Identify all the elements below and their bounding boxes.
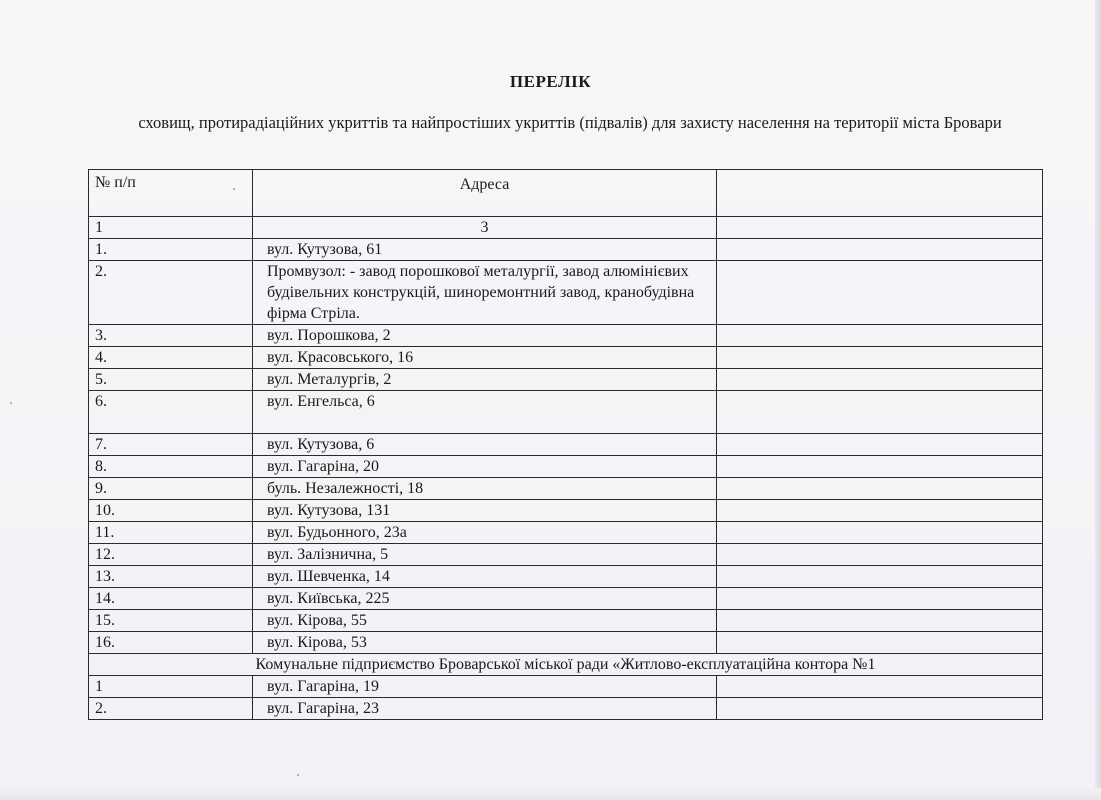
shelter-table xyxy=(88,169,1043,720)
table-row xyxy=(89,369,1043,391)
row-address: Промвузол: - завод порошкової металургії, завод алюмінієвих будівельних конструкцій, шиноремонтний завод, кранобудівна фірма Стріла. xyxy=(253,261,717,325)
row-extra xyxy=(717,261,1043,325)
row-extra xyxy=(717,632,1043,654)
row-address: вул. Кутузова, 61 xyxy=(253,239,717,261)
index-extra-cell xyxy=(717,217,1043,239)
row-extra xyxy=(717,325,1043,347)
table-row xyxy=(89,239,1043,261)
row-num: 12. xyxy=(89,544,253,566)
scan-speck xyxy=(297,774,299,776)
row-num: 9. xyxy=(89,478,253,500)
page-bottom-shadow xyxy=(0,788,1101,800)
header-address-cell: Адреса xyxy=(253,170,717,217)
table-row xyxy=(89,347,1043,369)
row-extra xyxy=(717,391,1043,434)
row-address: буль. Незалежності, 18 xyxy=(253,478,717,500)
row-address: вул. Шевченка, 14 xyxy=(253,566,717,588)
table-row xyxy=(89,566,1043,588)
row-num: 15. xyxy=(89,610,253,632)
document-title: ПЕРЕЛІК xyxy=(509,72,592,91)
row-address: вул. Гагаріна, 19 xyxy=(253,676,717,698)
row-num: 3. xyxy=(89,325,253,347)
row-extra xyxy=(717,676,1043,698)
row-num: 11. xyxy=(89,522,253,544)
row-extra xyxy=(717,610,1043,632)
row-address: вул. Кірова, 53 xyxy=(253,632,717,654)
table-row xyxy=(89,544,1043,566)
header-extra-cell xyxy=(717,170,1043,217)
table-row xyxy=(89,261,1043,325)
row-extra xyxy=(717,500,1043,522)
row-num: 7. xyxy=(89,434,253,456)
row-num: 8. xyxy=(89,456,253,478)
table-row xyxy=(89,500,1043,522)
row-address: вул. Будьонного, 23а xyxy=(253,522,717,544)
table-header-row xyxy=(89,170,1043,217)
row-extra xyxy=(717,478,1043,500)
row-extra xyxy=(717,434,1043,456)
row-extra xyxy=(717,369,1043,391)
row-extra xyxy=(717,522,1043,544)
table-row xyxy=(89,478,1043,500)
row-num: 1 xyxy=(89,676,253,698)
row-num: 2. xyxy=(89,698,253,720)
row-address: вул. Кутузова, 6 xyxy=(253,434,717,456)
row-address: вул. Гагаріна, 20 xyxy=(253,456,717,478)
row-address: вул. Металургів, 2 xyxy=(253,369,717,391)
row-num: 6. xyxy=(89,391,253,434)
section-heading-row xyxy=(89,654,1043,676)
row-num: 14. xyxy=(89,588,253,610)
table-row xyxy=(89,522,1043,544)
row-num: 2. xyxy=(89,261,253,325)
row-extra xyxy=(717,566,1043,588)
row-address: вул. Кутузова, 131 xyxy=(253,500,717,522)
row-extra xyxy=(717,698,1043,720)
table-row xyxy=(89,391,1043,434)
document-subtitle: сховищ, протирадіаційних укриттів та найпростіших укриттів (підвалів) для захисту населення на території міста Бровари xyxy=(138,113,1002,132)
row-address: вул. Гагаріна, 23 xyxy=(253,698,717,720)
table-index-row xyxy=(89,217,1043,239)
table-row xyxy=(89,434,1043,456)
row-num: 13. xyxy=(89,566,253,588)
row-num: 10. xyxy=(89,500,253,522)
table-row xyxy=(89,698,1043,720)
table-row xyxy=(89,325,1043,347)
row-extra xyxy=(717,347,1043,369)
row-address: вул. Порошкова, 2 xyxy=(253,325,717,347)
row-address: вул. Залізнична, 5 xyxy=(253,544,717,566)
table-row xyxy=(89,676,1043,698)
row-num: 5. xyxy=(89,369,253,391)
row-extra xyxy=(717,456,1043,478)
section-heading: Комунальне підприємство Броварської міської ради «Житлово-експлуатаційна контора №1 xyxy=(89,654,1043,676)
index-address-cell: 3 xyxy=(253,217,717,239)
row-address: вул. Кірова, 55 xyxy=(253,610,717,632)
table-row xyxy=(89,456,1043,478)
row-address: вул. Красовського, 16 xyxy=(253,347,717,369)
row-num: 4. xyxy=(89,347,253,369)
table-row xyxy=(89,610,1043,632)
index-num-cell: 1 xyxy=(89,217,253,239)
row-extra xyxy=(717,544,1043,566)
header-num-cell: № п/п xyxy=(89,170,253,217)
page-edge-shadow xyxy=(1095,0,1101,800)
row-num: 1. xyxy=(89,239,253,261)
row-extra xyxy=(717,239,1043,261)
row-num: 16. xyxy=(89,632,253,654)
row-address: вул. Енгельса, 6 xyxy=(253,391,717,434)
row-extra xyxy=(717,588,1043,610)
scan-speck xyxy=(10,402,12,404)
table-row xyxy=(89,588,1043,610)
table-row xyxy=(89,632,1043,654)
row-address: вул. Київська, 225 xyxy=(253,588,717,610)
